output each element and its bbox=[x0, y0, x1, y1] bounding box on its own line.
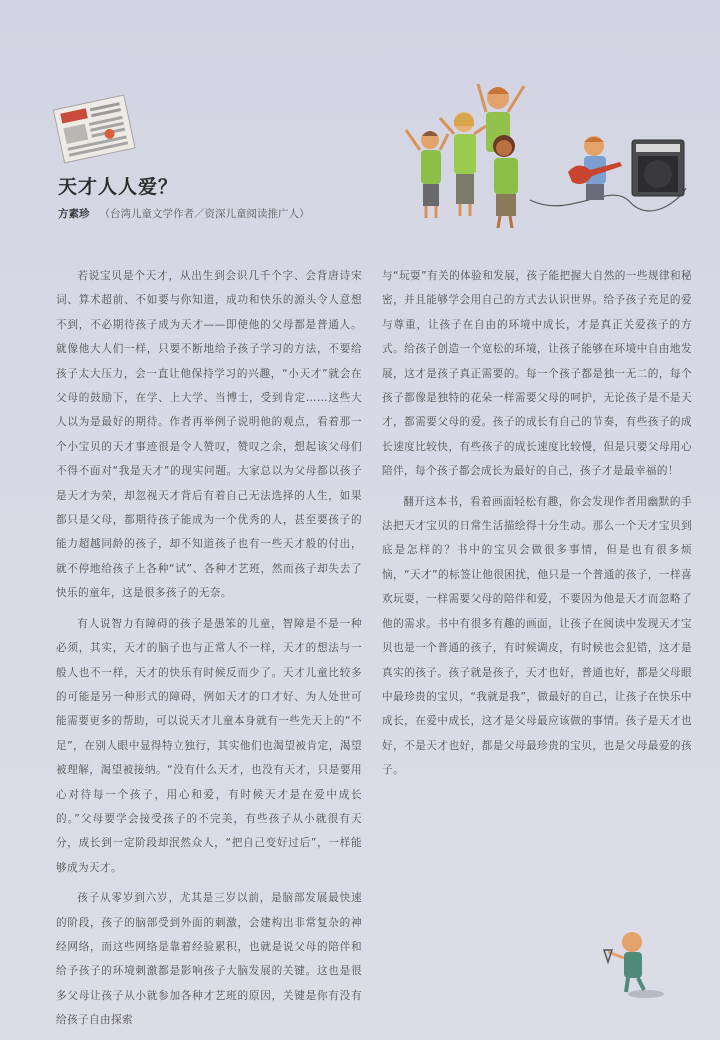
newspaper-icon bbox=[48, 92, 140, 164]
paragraph: 与“玩耍”有关的体验和发展，孩子能把握大自然的一些规律和秘密，并且能够学会用自己的方式去认识世界。给予孩子充足的爱与尊重，让孩子在自由的环境中成长，才是真正关爱孩子的方式。给孩子创造一个宽松的环境，让孩子能够在环境中自由地发展，这才是孩子真正需要的。每一个孩子都是独一无二的，每个孩子都像是独特的花朵一样需要父母的呵护，无论孩子是不是天才，都需要父母的爱。孩子的成长有自己的节奏，有些孩子的成长速度比较快，有些孩子的成长速度比较慢，但是只要父母用心陪伴，每个孩子都会成长为最好的自己，孩子才是最幸福的！ bbox=[382, 270, 692, 478]
author-role: （台湾儿童文学作者／资深儿童阅读推广人） bbox=[99, 208, 310, 220]
byline bbox=[58, 206, 310, 221]
author-name: 方素珍 bbox=[58, 208, 90, 220]
guitar-player-illustration bbox=[568, 136, 622, 200]
paragraph: 有人说智力有障碍的孩子是愚笨的儿童，智障是不是一种必须，其实，天才的脑子也与正常人不一样，天才的想法与一般人也不一样，天才的快乐有时候反而少了。天才儿童比较多的可能是另一种形式的障碍，例如天才的口才好、为人处世可能需要更多的帮助，可以说天才儿童本身就有一些先天上的“不足”，在别人眼中显得特立独行，其实他们也渴望被肯定，渴望被理解，渴望被接纳。“没有什么天才，也没有天才，只是要用心对待每一个孩子，用心和爱，有时候天才是在爱中成长的。”父母要学会接受孩子的不完美，有些孩子从小就很有天分，成长到一定阶段却泯然众人，“把自己变好过后”，一样能够成为天才。 bbox=[56, 617, 362, 874]
paragraph: 孩子从零岁到六岁，尤其是三岁以前，是脑部发展最快速的阶段，孩子的脑部受到外面的刺激，会建构出非常复杂的神经网络，而这些网络是靠着经验累积，也就是说父母的陪伴和给予孩子的环境刺激都是影响孩子大脑发展的关键。这也是很多父母让孩子从小就参加各种才艺班的原因，关键是你有没有给孩子自由探索 bbox=[56, 892, 362, 1027]
kids-cheering-illustration bbox=[380, 70, 700, 230]
paragraph: 翻开这本书，看着画面轻松有趣，你会发现作者用幽默的手法把天才宝贝的日常生活描绘得十分生动。那么一个天才宝贝到底是怎样的？书中的宝贝会做很多事情，但是也有很多烦恼，“天才”的标签让他很困扰，他只是一个普通的孩子，一样喜欢玩耍，一样需要父母的陪伴和爱，不要因为他是天才而忽略了他的需求。书中有很多有趣的画面，让孩子在阅读中发现天才宝贝也是一个普通的孩子，有时候调皮，有时候也会犯错，这才是真实的孩子。孩子就是孩子，天才也好，普通也好，都是父母眼中最珍贵的宝贝，“我就是我”，做最好的自己，让孩子在快乐中成长，在爱中成长，这才是父母最应该做的事情。孩子是天才也好，不是天才也好，都是父母最珍贵的宝贝，也是父母最爱的孩子。 bbox=[382, 495, 692, 777]
article-title: 天才人人爱？ bbox=[58, 176, 179, 198]
small-child-illustration bbox=[598, 920, 668, 1000]
right-column bbox=[382, 264, 692, 789]
paragraph: 若说宝贝是个天才，从出生到会识几千个字、会背唐诗宋词、算术超前、不如要与你知道，成功和快乐的源头令人意想不到，不必期待孩子成为天才——即使他的父母都是普通人。就像他大人们一样，只要不断地给予孩子学习的方法，不要给孩子太大压力，会一直让他保持学习的兴趣，“小天才”就会在父母的鼓励下，在学、上大学、当博士，受到肯定……这些大人以为是最好的期待。作者再举例子说明他的观点，看着那一个小宝贝的天才事迹很是令人赞叹，赞叹之余，想起该父母们不得不面对“我是天才”的现实问题。大家总以为父母都以孩子是天才为荣，却忽视天才背后有着自己无法选择的人生，如果都只是父母，都期待孩子能成为一个优秀的人，甚至要孩子的能力超越同龄的孩子，却不知道孩子也有一些天才般的付出，就不停地给孩子上各种“试”、各种才艺班，然而孩子却失去了快乐的童年，这是很多孩子的无奈。 bbox=[56, 270, 362, 600]
left-column bbox=[56, 264, 362, 1039]
